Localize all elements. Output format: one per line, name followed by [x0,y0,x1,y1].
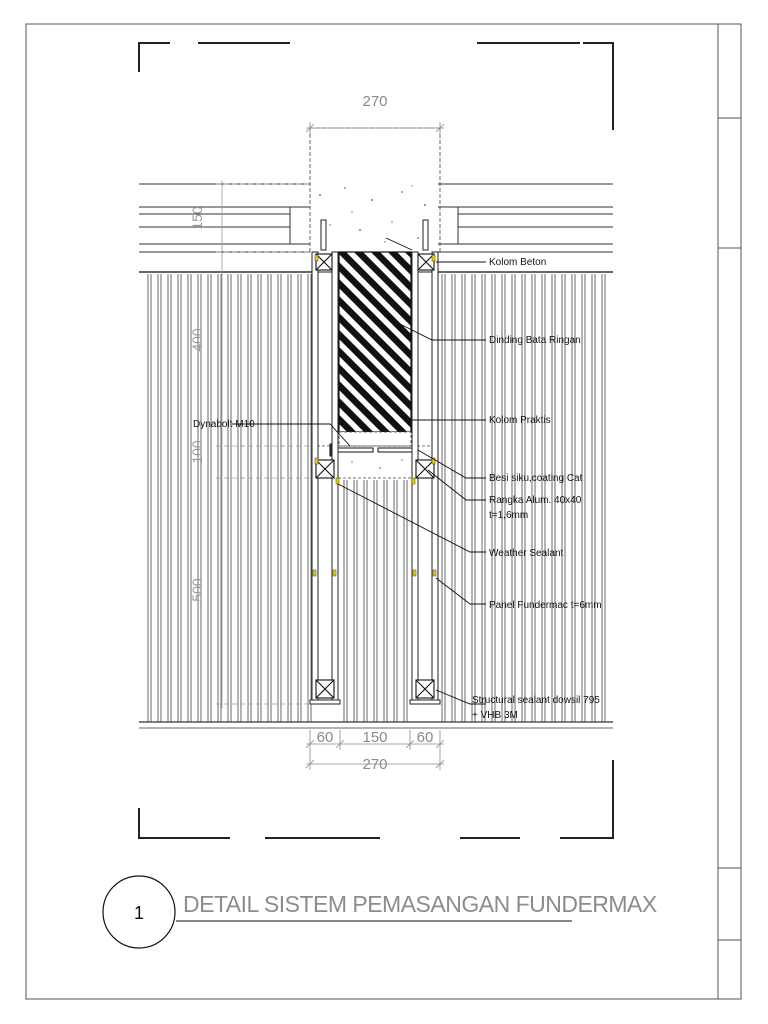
dim-bottom-60-left: 60 [316,729,334,746]
wall-lines-left [139,184,312,272]
drawing-title: DETAIL SISTEM PEMASANGAN FUNDERMAX [183,891,657,917]
label-kolom-praktis: Kolom Praktis [489,415,551,426]
top-anchors [321,220,428,250]
concrete-column [310,128,440,252]
brick-wall [339,252,411,432]
label-rangka-1: Rangka Alum. 40x40 [489,495,582,506]
dim-top-270: 270 [362,93,388,110]
title-number: 1 [133,903,145,923]
dim-left-100: 100 [189,440,205,464]
dim-bottom-150: 150 [362,729,388,746]
label-dinding-bata: Dinding Bata Ringan [489,335,581,346]
dim-left [216,180,310,708]
practical-column [339,432,411,446]
label-kolom-beton: Kolom Beton [489,257,547,268]
label-structural-1: Structural sealant dowsil 795 [472,695,600,706]
dim-bottom-60-right: 60 [416,729,434,746]
label-weather-sealant: Weather Sealant [489,548,564,559]
label-dynabolt: Dynabolt M10 [193,419,255,430]
dim-left-400: 400 [189,328,205,352]
label-besi-siku: Besi siku,coating Cat [489,473,583,484]
label-rangka-2: t=1,6mm [489,510,529,521]
dim-left-500: 500 [189,578,205,602]
dim-left-150: 150 [189,206,205,230]
label-structural-2: + VHB 3M [472,710,518,721]
label-panel: Panel Fundermac t=6mm [489,600,602,611]
sheet-border [26,24,741,999]
dim-bottom-270: 270 [362,756,388,773]
dim-top [306,122,444,134]
